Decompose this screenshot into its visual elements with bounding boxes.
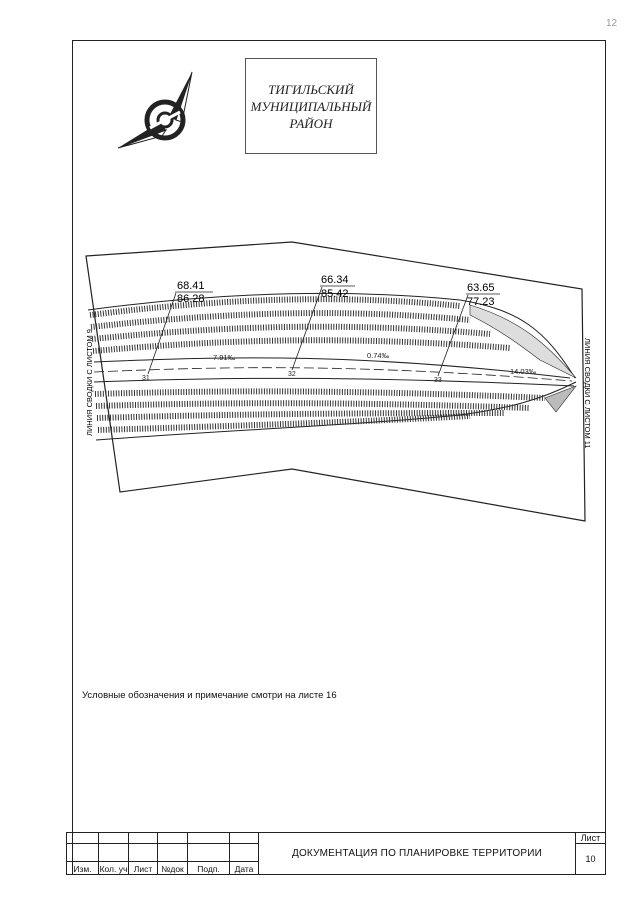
header-sheet: Лист: [129, 862, 158, 875]
header-qty: Кол. уч: [99, 862, 129, 875]
district-line-3: РАЙОН: [289, 115, 333, 131]
elevation-label-1: [177, 280, 205, 305]
slope-label-2: 0.74‰: [367, 351, 390, 360]
left-match-line-label: ЛИНИЯ СВОДКИ С ЛИСТОМ 9: [85, 329, 94, 436]
title-block: [66, 832, 606, 875]
header-doc-no: №док: [158, 862, 188, 875]
sheet-number: 10: [576, 844, 606, 875]
header-change: Изм.: [67, 862, 99, 875]
north-arrow-icon: [118, 72, 192, 148]
point-label-32: 32: [288, 371, 296, 378]
point-label-33: 33: [434, 377, 442, 384]
svg-text:86.28: 86.28: [177, 293, 205, 305]
header-signature: Подп.: [188, 862, 230, 875]
svg-text:77.23: 77.23: [467, 296, 495, 308]
district-line-2: МУНИЦИПАЛЬНЫЙ: [250, 98, 372, 114]
svg-text:68.41: 68.41: [177, 280, 205, 292]
district-name-box: [245, 58, 377, 154]
corner-page-mark: 12: [606, 18, 618, 29]
legend-note: Условные обозначения и примечание смотри на листе 16: [82, 690, 337, 701]
point-label-31: 31: [142, 375, 150, 382]
header-date: Дата: [230, 862, 259, 875]
document-title: ДОКУМЕНТАЦИЯ ПО ПЛАНИРОВКЕ ТЕРРИТОРИИ: [259, 833, 576, 875]
slope-label-1: 7.91‰: [213, 353, 236, 362]
svg-text:85.42: 85.42: [321, 288, 349, 300]
elevation-label-3: [467, 282, 495, 308]
slope-label-3: 14.03‰: [510, 367, 537, 376]
right-match-line-label: ЛИНИЯ СВОДКИ С ЛИСТОМ 11: [583, 338, 592, 449]
svg-text:66.34: 66.34: [321, 274, 349, 286]
district-line-1: ТИГИЛЬСКИЙ: [268, 81, 354, 97]
elevation-label-2: [321, 274, 349, 300]
road-corridor: [88, 293, 576, 440]
sheet-label: Лист: [576, 833, 606, 844]
svg-text:63.65: 63.65: [467, 282, 495, 294]
